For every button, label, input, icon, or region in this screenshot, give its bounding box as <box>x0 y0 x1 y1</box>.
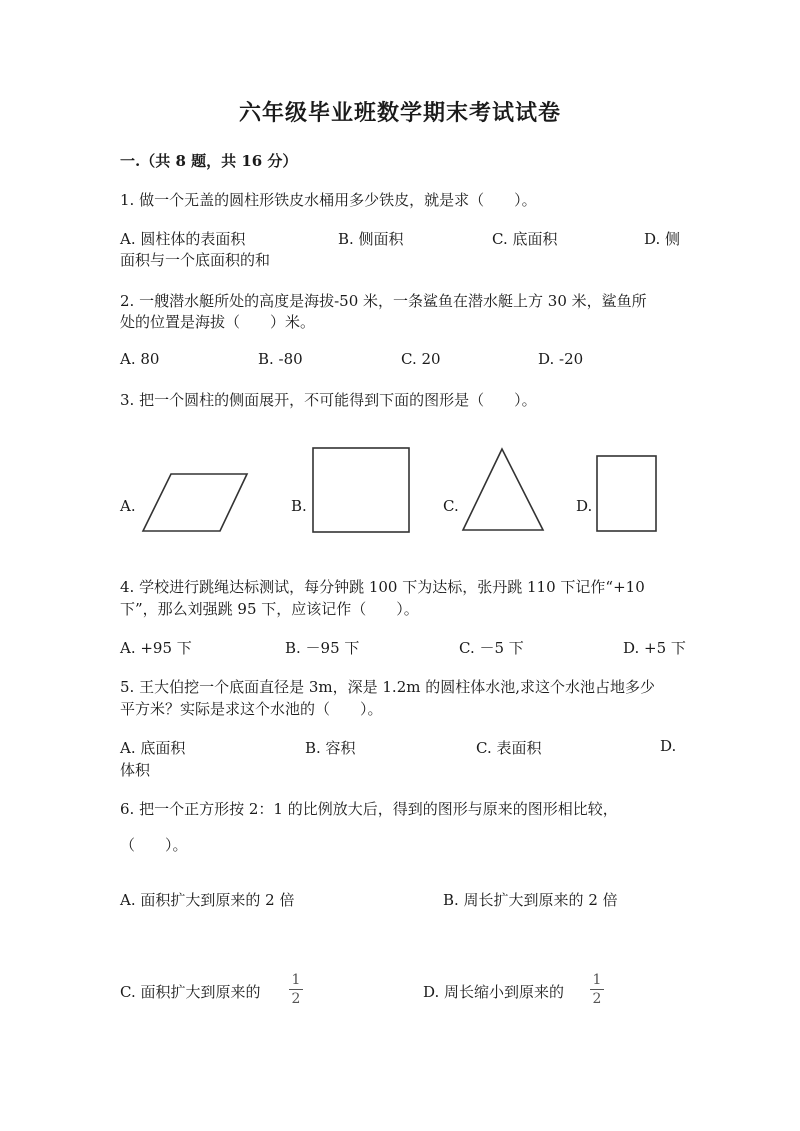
question-4-line-2: 下”，那么刘强跳 95 下，应该记作（ ）。 <box>120 600 419 618</box>
q2-option-d: D. -20 <box>538 350 584 368</box>
q5-option-d: D. <box>660 737 677 755</box>
q1-option-c: C. 底面积 <box>492 230 558 248</box>
q5-option-a: A. 底面积 <box>120 739 186 757</box>
q4-option-c: C. －5 下 <box>459 639 524 657</box>
question-1-text: 1. 做一个无盖的圆柱形铁皮水桶用多少铁皮，就是求（ ）。 <box>120 191 537 209</box>
q4-option-a: A. +95 下 <box>120 639 192 657</box>
question-6-line-1: 6. 把一个正方形按 2：1 的比例放大后，得到的图形与原来的图形相比较， <box>120 800 618 818</box>
q1-option-b: B. 侧面积 <box>338 230 404 248</box>
question-5-line-2: 平方米？实际是求这个水池的（ ）。 <box>120 700 383 718</box>
q3-option-c-label: C. <box>443 497 459 515</box>
triangle-figure <box>460 446 548 534</box>
q6-option-b: B. 周长扩大到原来的 2 倍 <box>443 891 618 909</box>
rectangle-figure <box>596 454 660 534</box>
q2-option-b: B. -80 <box>258 350 303 368</box>
q1-option-d: D. 侧 <box>644 230 681 248</box>
parallelogram-figure <box>140 470 250 534</box>
q6-option-d: D. 周长缩小到原来的 <box>423 983 565 1001</box>
question-3-text: 3. 把一个圆柱的侧面展开，不可能得到下面的图形是（ ）。 <box>120 391 537 409</box>
q3-option-a-label: A. <box>120 497 136 515</box>
q6-option-a: A. 面积扩大到原来的 2 倍 <box>120 891 295 909</box>
q6-option-d-fraction <box>590 972 604 1007</box>
fraction-numerator: 1 <box>291 972 301 988</box>
question-2-line-2: 处的位置是海拔（ ）米。 <box>120 313 316 331</box>
fraction-numerator: 1 <box>592 972 602 988</box>
q1-option-a: A. 圆柱体的表面积 <box>120 230 246 248</box>
question-4-line-1: 4. 学校进行跳绳达标测试，每分钟跳 100 下为达标，张丹跳 110 下记作“+10 <box>120 578 645 596</box>
question-5-line-1: 5. 王大伯挖一个底面直径是 3m，深是 1.2m 的圆柱体水池,求这个水池占地多少 <box>120 678 656 696</box>
q3-option-b-label: B. <box>291 497 307 515</box>
q1-option-d-continued: 面积与一个底面积的和 <box>120 251 271 269</box>
question-2-line-1: 2. 一艘潜水艇所处的高度是海拔-50 米，一条鲨鱼在潜水艇上方 30 米，鲨鱼所 <box>120 292 647 310</box>
question-6-line-2: （ ）。 <box>120 836 188 854</box>
q6-option-c: C. 面积扩大到原来的 <box>120 983 261 1001</box>
q2-option-c: C. 20 <box>401 350 441 368</box>
square-figure <box>312 446 412 536</box>
q5-option-c: C. 表面积 <box>476 739 542 757</box>
q3-option-d-label: D. <box>576 497 593 515</box>
q4-option-b: B. －95 下 <box>285 639 360 657</box>
q2-option-a: A. 80 <box>120 350 160 368</box>
q5-option-d-continued: 体积 <box>120 761 151 779</box>
section-heading: 一.（共 8 题，共 16 分） <box>120 152 298 170</box>
q5-option-b: B. 容积 <box>305 739 356 757</box>
q4-option-d: D. +5 下 <box>623 639 686 657</box>
fraction-denominator: 2 <box>592 991 602 1007</box>
page-title: 六年级毕业班数学期末考试试卷 <box>238 100 561 126</box>
q6-option-c-fraction <box>289 972 303 1007</box>
fraction-denominator: 2 <box>291 991 301 1007</box>
